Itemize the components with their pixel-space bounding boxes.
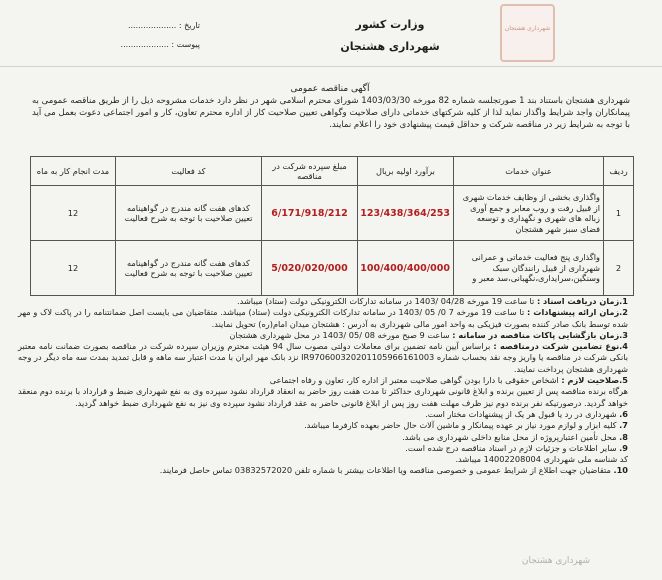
col-header-row-number: ردیف bbox=[604, 157, 634, 186]
signature-stamp: شهرداری هشتجان bbox=[521, 556, 590, 566]
item-text: ساعت 9 صبح مورخه 08 /05 /1403 در محل شهرداری هشتجان bbox=[229, 329, 450, 340]
list-item bbox=[18, 420, 628, 431]
item-text: هرگاه برنده مناقصه پس از تعیین برنده و ابلاغ قانونی شهرداری حداکثر تا مدت هفت روز حاضر به انعقاد قرارداد نشود سپرده وی به نفع شهرداری ضبط و قرارداد با برنده دوم منعقد خواهد گردید. درصورتیکه نفر برنده دوم نیز ظرف مهلت هفت روز پس از ابلاغ قانونی حاضر به عقد قرارداد نشود سپرده وی نیز به نفع شهرداری ضبط خواهد گردید. bbox=[18, 386, 628, 408]
item-label: 3.زمان بازگشایی پاکات مناقصه در سامانه : bbox=[452, 329, 628, 340]
item-label: 6. bbox=[619, 408, 628, 419]
attachment-dots: ................... bbox=[120, 40, 169, 49]
duration-value: 12 bbox=[31, 241, 116, 296]
estimate-value: 100/400/400/000 bbox=[358, 241, 454, 296]
date-dots: ................... bbox=[127, 21, 177, 30]
notice-intro: شهرداری هشتجان باستناد بند 1 صورتجلسه شماره 82 مورخه 1403/03/30 شورای محترم اسلامی شهر در نظر دارد خدمات مشروحه ذیل را از طریق مناقصه عمومی به پیمانکاران واجد شرایط واگذار نماید لذا از کلیه شرکتهای خدماتی دارای صلاحیت وگواهی تعیین صلاحیت کار از اداره محترم تعاون، کار و امور اجتماعی دعوت بعمل می آید با توجه به شرایط زیر در مناقصه شرکت و حداقل قیمت پیشنهادی خود را اعلام نمایند. bbox=[32, 96, 631, 130]
ministry-heading: وزارت کشور bbox=[355, 18, 425, 31]
list-item bbox=[18, 465, 628, 476]
item-text: تا ساعت 19 مورخه 7 0/ 05 /1403 در سامانه تدارکات الکترونیکی دولت (ستاد) میباشد. متقاضیان می بایست اصل ضمانتنامه را در پاکت لاک و مهر شده توسط بانک صادر کننده بصورت فیزیکی به واحد امور مالی شهرداری به آدرس : هشتجان میدان امام(ره) تحویل نمایند. bbox=[18, 307, 628, 329]
date-label: تاریخ : bbox=[178, 21, 200, 30]
item-text: سایر اطلاعات و جزئیات لازم در اسناد مناقصه درج شده است. bbox=[405, 442, 617, 453]
activity-code: کدهای هفت گانه مندرج در گواهینامه تعیین صلاحیت با توجه به شرح فعالیت bbox=[116, 241, 262, 296]
list-item bbox=[18, 443, 628, 454]
table-row bbox=[31, 186, 634, 241]
services-table bbox=[30, 156, 634, 296]
list-item bbox=[18, 386, 628, 409]
item-label: 8. bbox=[619, 431, 628, 442]
col-header-service: عنوان خدمات bbox=[454, 157, 604, 186]
list-item bbox=[18, 432, 628, 443]
col-header-estimate: برآورد اولیه بریال bbox=[358, 157, 454, 186]
item-text: کلیه ابزار و لوازم مورد نیاز بر عهده پیمانکار و ماشین آلات حال حاضر بعهده کارفرما میباشد. bbox=[304, 420, 617, 431]
row-number: 1 bbox=[604, 186, 634, 241]
row-number: 2 bbox=[604, 241, 634, 296]
item-text: تا ساعت 19 مورخه 04/28 /1403 در سامانه تدارکات الکترونیکی دولت (ستاد) میباشد. bbox=[237, 296, 535, 306]
date-field bbox=[80, 21, 200, 30]
duration-value: 12 bbox=[31, 186, 116, 241]
list-item bbox=[18, 296, 628, 307]
col-header-deposit: مبلغ سپرده شرکت در مناقصه bbox=[262, 157, 358, 186]
attachment-label: پیوست : bbox=[171, 40, 200, 49]
item-label: 1.زمان دریافت اسناد : bbox=[536, 296, 628, 306]
header-divider bbox=[0, 66, 662, 67]
deposit-value: 5/020/020/000 bbox=[262, 241, 358, 296]
item-text: اشخاص حقوقی با دارا بودن گواهی صلاحیت معتبر از اداره کار، تعاون و رفاه اجتماعی bbox=[269, 375, 559, 386]
logo-text: شهرداری هشتجان bbox=[504, 25, 551, 32]
activity-code: کدهای هفت گانه مندرج در گواهینامه تعیین صلاحیت با توجه به شرح فعالیت bbox=[116, 186, 262, 241]
municipality-logo bbox=[500, 4, 555, 62]
item-label: 5.صلاحیت لازم : bbox=[561, 375, 628, 386]
item-text: شهرداری در رد یا قبول هر یک از پیشنهادات مختار است. bbox=[425, 408, 617, 419]
item-label: 7. bbox=[619, 420, 628, 431]
list-item bbox=[18, 341, 628, 375]
conditions-list bbox=[18, 296, 628, 477]
item-label: 2.زمان ارائه پیشنهادات : bbox=[526, 307, 628, 318]
municipality-heading: شهرداری هشتجان bbox=[340, 40, 440, 53]
item-text: محل تأمین اعتبارپروژه از محل منابع داخلی شهرداری می باشد. bbox=[402, 431, 617, 442]
list-item bbox=[18, 375, 628, 386]
item-label: 9. bbox=[619, 442, 628, 453]
item-label: 10. bbox=[613, 465, 628, 476]
list-item bbox=[18, 330, 628, 341]
col-header-duration: مدت انجام کار به ماه bbox=[31, 157, 116, 186]
notice-title: آگهی مناقصه عمومی bbox=[290, 84, 370, 94]
table-header-row bbox=[31, 157, 634, 186]
item-text: براساس آیین نامه تضمین برای معاملات دولتی مصوب سال 94 هیئت محترم وزیران سپرده شرکت در مناقصه بصورت ضمانت نامه معتبر بانکی شرکت در مناقصه یا واریز وجه نقد بحساب شماره IR970600320201105966161003 نزد بانک مهر ایران با مدت اعتبار سه ماهه و قابل تمدید بمدت سه ماه دیگر در وجه شهرداری هشتجان پرداخت نمایند. bbox=[18, 341, 629, 374]
col-header-activity-code: کد فعالیت bbox=[116, 157, 262, 186]
estimate-value: 123/438/364/253 bbox=[358, 186, 454, 241]
list-item bbox=[18, 409, 628, 420]
list-item bbox=[18, 454, 628, 465]
service-title: واگذاری پنج فعالیت خدماتی و عمرانی شهرداری از قبیل رانندگان سبک وسنگین،سرایداری،نگهبانی،سد معبر و bbox=[454, 241, 604, 296]
service-title: واگذاری بخشی از وظایف خدمات شهری از قبیل رفت و روب معابر و جمع آوری زباله های شهری و نگهداری و توسعه فضای سبز شهر هشتجان bbox=[454, 186, 604, 241]
list-item bbox=[18, 307, 628, 330]
table-row bbox=[31, 241, 634, 296]
attachment-field bbox=[80, 40, 200, 49]
item-text: متقاضیان جهت اطلاع از شرایط عمومی و خصوصی مناقصه ویا اطلاعات بیشتر با شماره تلفن 03832572020 تماس حاصل فرمایند. bbox=[159, 465, 611, 476]
deposit-value: 6/171/918/212 bbox=[262, 186, 358, 241]
item-text: کد شناسه ملی شهرداری 14002208004 میباشد. bbox=[455, 454, 628, 465]
item-label: 4.نوع تضامین شرکت درمناقصه : bbox=[493, 341, 628, 352]
